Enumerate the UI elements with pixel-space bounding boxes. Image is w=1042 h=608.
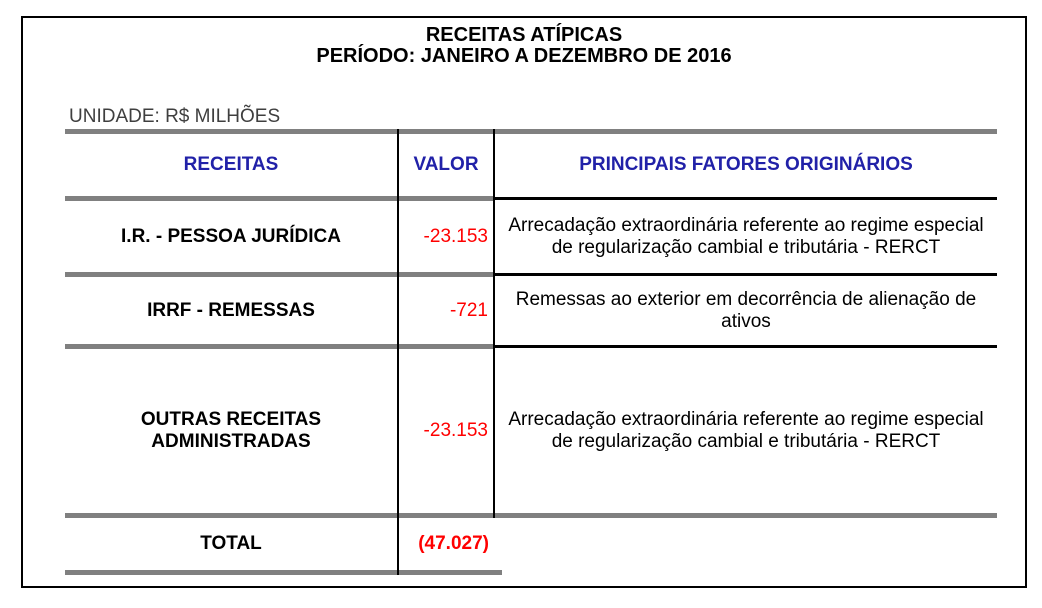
report-title-line2: PERÍODO: JANEIRO A DEZEMBRO DE 2016 [316, 45, 732, 67]
total-valor: (47.027) [418, 533, 489, 554]
row-fator: Arrecadação extraordinária referente ao regime especial de regularização cambial e tributária - RERCT [508, 214, 984, 258]
row-valor: -721 [449, 299, 488, 321]
column-header-valor: VALOR [413, 154, 479, 175]
row-valor: -23.153 [423, 420, 488, 441]
column-header-receitas: RECEITAS [183, 154, 279, 175]
rule-header-right [493, 197, 997, 200]
row-fator: Remessas ao exterior em decorrência de alienação de ativos [515, 288, 977, 332]
total-label: TOTAL [200, 533, 262, 554]
rule-row2-right [493, 345, 997, 348]
row-receita-label: I.R. - PESSOA JURÍDICA [121, 225, 341, 247]
row-receita-label: IRRF - REMESSAS [147, 299, 315, 321]
rule-row1-right [493, 273, 997, 276]
report-title-line1: RECEITAS ATÍPICAS [425, 24, 623, 46]
row-receita-label: OUTRAS RECEITAS ADMINISTRADAS [140, 409, 322, 452]
row-valor: -23.153 [423, 225, 488, 247]
column-header-fatores: PRINCIPAIS FATORES ORIGINÁRIOS [579, 154, 913, 175]
rule-below-total [65, 570, 502, 575]
unit-label: UNIDADE: R$ MILHÕES [69, 106, 281, 127]
report-title [21, 25, 1027, 67]
row-fator: Arrecadação extraordinária referente ao regime especial de regularização cambial e tributária - RERCT [508, 409, 984, 452]
